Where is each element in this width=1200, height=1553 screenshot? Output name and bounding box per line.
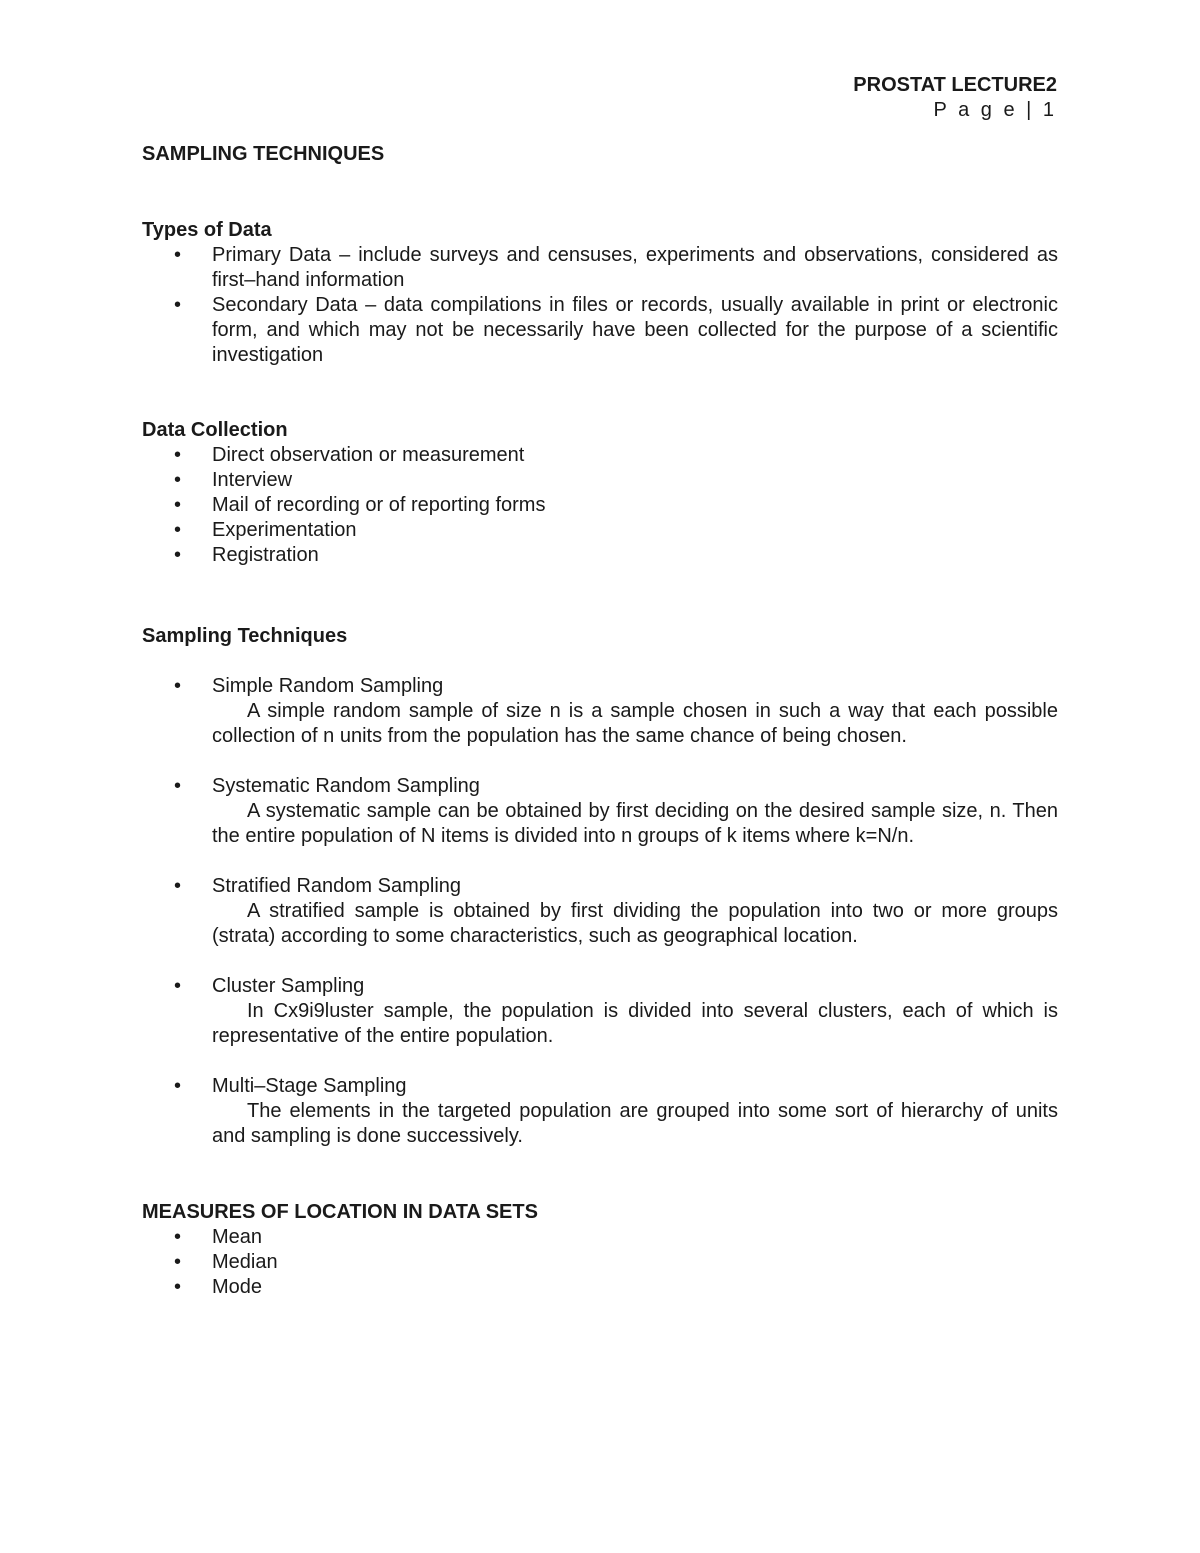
section-heading: Types of Data [142, 219, 272, 241]
list-item: • Experimentation [142, 518, 1058, 543]
technique-description: In Cx9i9luster sample, the population is divided into several clusters, each of which is representative of the entire population. [212, 1000, 1058, 1047]
list-item: • Direct observation or measurement [142, 443, 1058, 468]
list-item: • Secondary Data – data compilations in files or records, usually available in print or electronic form, and which may not be necessarily have been collected for the purpose of a scientific investigation [142, 293, 1058, 368]
list-item: • Registration [142, 543, 1058, 568]
list-item: • Interview [142, 468, 1058, 493]
list-item: • Multi–Stage Sampling [142, 1074, 1058, 1099]
list-item: • Primary Data – include surveys and censuses, experiments and observations, considered as first–hand information [142, 243, 1058, 293]
section-measures-of-location [142, 1200, 1058, 1300]
technique-description: A simple random sample of size n is a sample chosen in such a way that each possible collection of n units from the population has the same chance of being chosen. [212, 700, 1058, 747]
page-title: SAMPLING TECHNIQUES [142, 143, 385, 165]
section-data-collection [142, 418, 1058, 568]
technique-description: The elements in the targeted population are grouped into some sort of hierarchy of units and sampling is done successively. [212, 1100, 1058, 1147]
list-item: • Mean [142, 1225, 1058, 1250]
list-item: • Median [142, 1250, 1058, 1275]
section-heading: Data Collection [142, 419, 288, 441]
list-item: • Cluster Sampling [142, 974, 1058, 999]
list-item: • Mail of recording or of reporting forms [142, 493, 1058, 518]
list-item: • Mode [142, 1275, 1058, 1300]
list-item: • Simple Random Sampling [142, 674, 1058, 699]
technique-description: A systematic sample can be obtained by first deciding on the desired sample size, n. Then the entire population of N items is divided into n groups of k items where k=N/n. [212, 800, 1058, 847]
section-types-of-data [142, 218, 1058, 368]
list-item: • Stratified Random Sampling [142, 874, 1058, 899]
header-title: PROSTAT LECTURE2 [853, 74, 1057, 96]
section-heading: Sampling Techniques [142, 625, 348, 647]
list-item: • Systematic Random Sampling [142, 774, 1058, 799]
section-heading: MEASURES OF LOCATION IN DATA SETS [142, 1201, 538, 1223]
technique-description: A stratified sample is obtained by first dividing the population into two or more groups (strata) according to some characteristics, such as geographical location. [212, 900, 1058, 947]
section-sampling-techniques [142, 624, 1058, 1149]
header-page-number: P a g e | 1 [933, 99, 1057, 121]
